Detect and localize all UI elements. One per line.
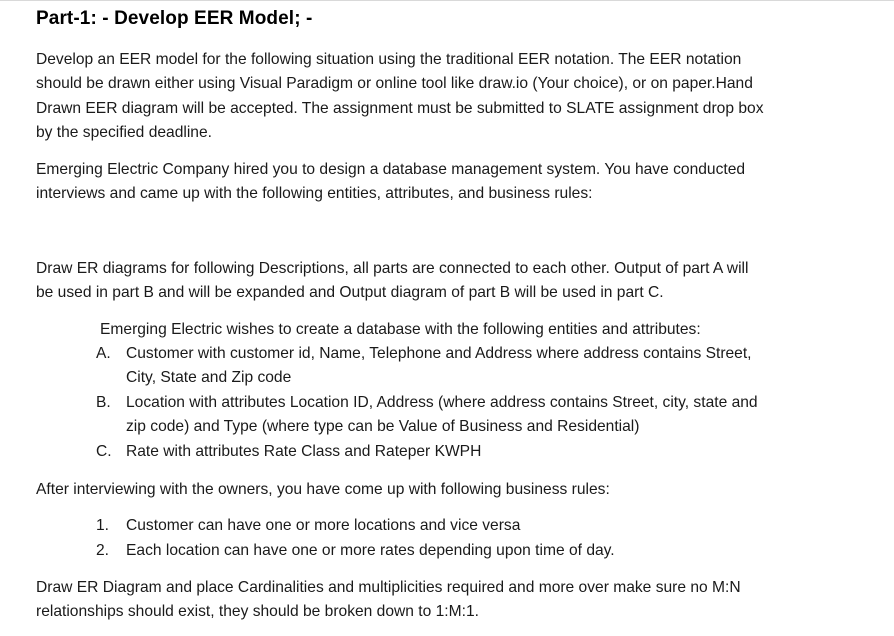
entity-item-customer <box>0 342 894 391</box>
diagram-instructions-paragraph <box>36 257 836 306</box>
business-rule-item <box>0 539 894 564</box>
list-marker: A. <box>96 345 111 362</box>
page-top-border <box>0 0 894 1</box>
entities-list <box>0 342 894 465</box>
list-marker: 2. <box>96 542 110 559</box>
entity-description-line: zip code) and Type (where type can be Value of Business and Residential) <box>126 418 640 436</box>
entity-description-line: City, State and Zip code <box>126 369 292 387</box>
entities-intro: Emerging Electric wishes to create a database with the following entities and attributes: <box>100 321 701 338</box>
text-line: be used in part B and will be expanded and Output diagram of part B will be used in part C. <box>36 284 664 302</box>
entity-description-line: Location with attributes Location ID, Address (where address contains Street, city, state and <box>126 394 758 411</box>
text-line: interviews and came up with the following entities, attributes, and business rules: <box>36 185 593 203</box>
list-marker: 1. <box>96 517 110 534</box>
text-line: relationships should exist, they should be broken down to 1:M:1. <box>36 603 479 621</box>
entity-description-line: Customer with customer id, Name, Telephone and Address where address contains Street, <box>126 345 752 362</box>
company-paragraph <box>36 158 836 207</box>
business-rule-text: Customer can have one or more locations and vice versa <box>126 517 521 534</box>
text-line: Draw ER Diagram and place Cardinalities and multiplicities required and more over make sure no M:N <box>36 579 741 596</box>
text-line: should be drawn either using Visual Paradigm or online tool like draw.io (Your choice), or on paper.Hand <box>36 75 753 93</box>
text-line: Drawn EER diagram will be accepted. The assignment must be submitted to SLATE assignment drop box <box>36 99 764 117</box>
business-rules-intro: After interviewing with the owners, you have come up with following business rules: <box>36 481 610 498</box>
final-instructions-paragraph <box>36 576 836 625</box>
list-marker: B. <box>96 394 111 411</box>
instructions-paragraph <box>36 48 836 146</box>
business-rules-list <box>0 514 894 564</box>
list-marker: C. <box>96 443 112 460</box>
business-rule-text: Each location can have one or more rates depending upon time of day. <box>126 542 615 559</box>
section-heading: Part-1: - Develop EER Model; - <box>36 8 313 29</box>
text-line: by the specified deadline. <box>36 124 212 142</box>
entity-item-rate <box>0 440 894 465</box>
text-line: Emerging Electric Company hired you to design a database management system. You have conducted <box>36 161 746 178</box>
business-rule-item <box>0 514 894 539</box>
text-line: Develop an EER model for the following situation using the traditional EER notation. The EER notation <box>36 51 742 68</box>
entity-description-line: Rate with attributes Rate Class and Rateper KWPH <box>126 443 482 460</box>
text-line: Draw ER diagrams for following Descriptions, all parts are connected to each other. Output of part A will <box>36 260 749 277</box>
entity-item-location <box>0 391 894 440</box>
